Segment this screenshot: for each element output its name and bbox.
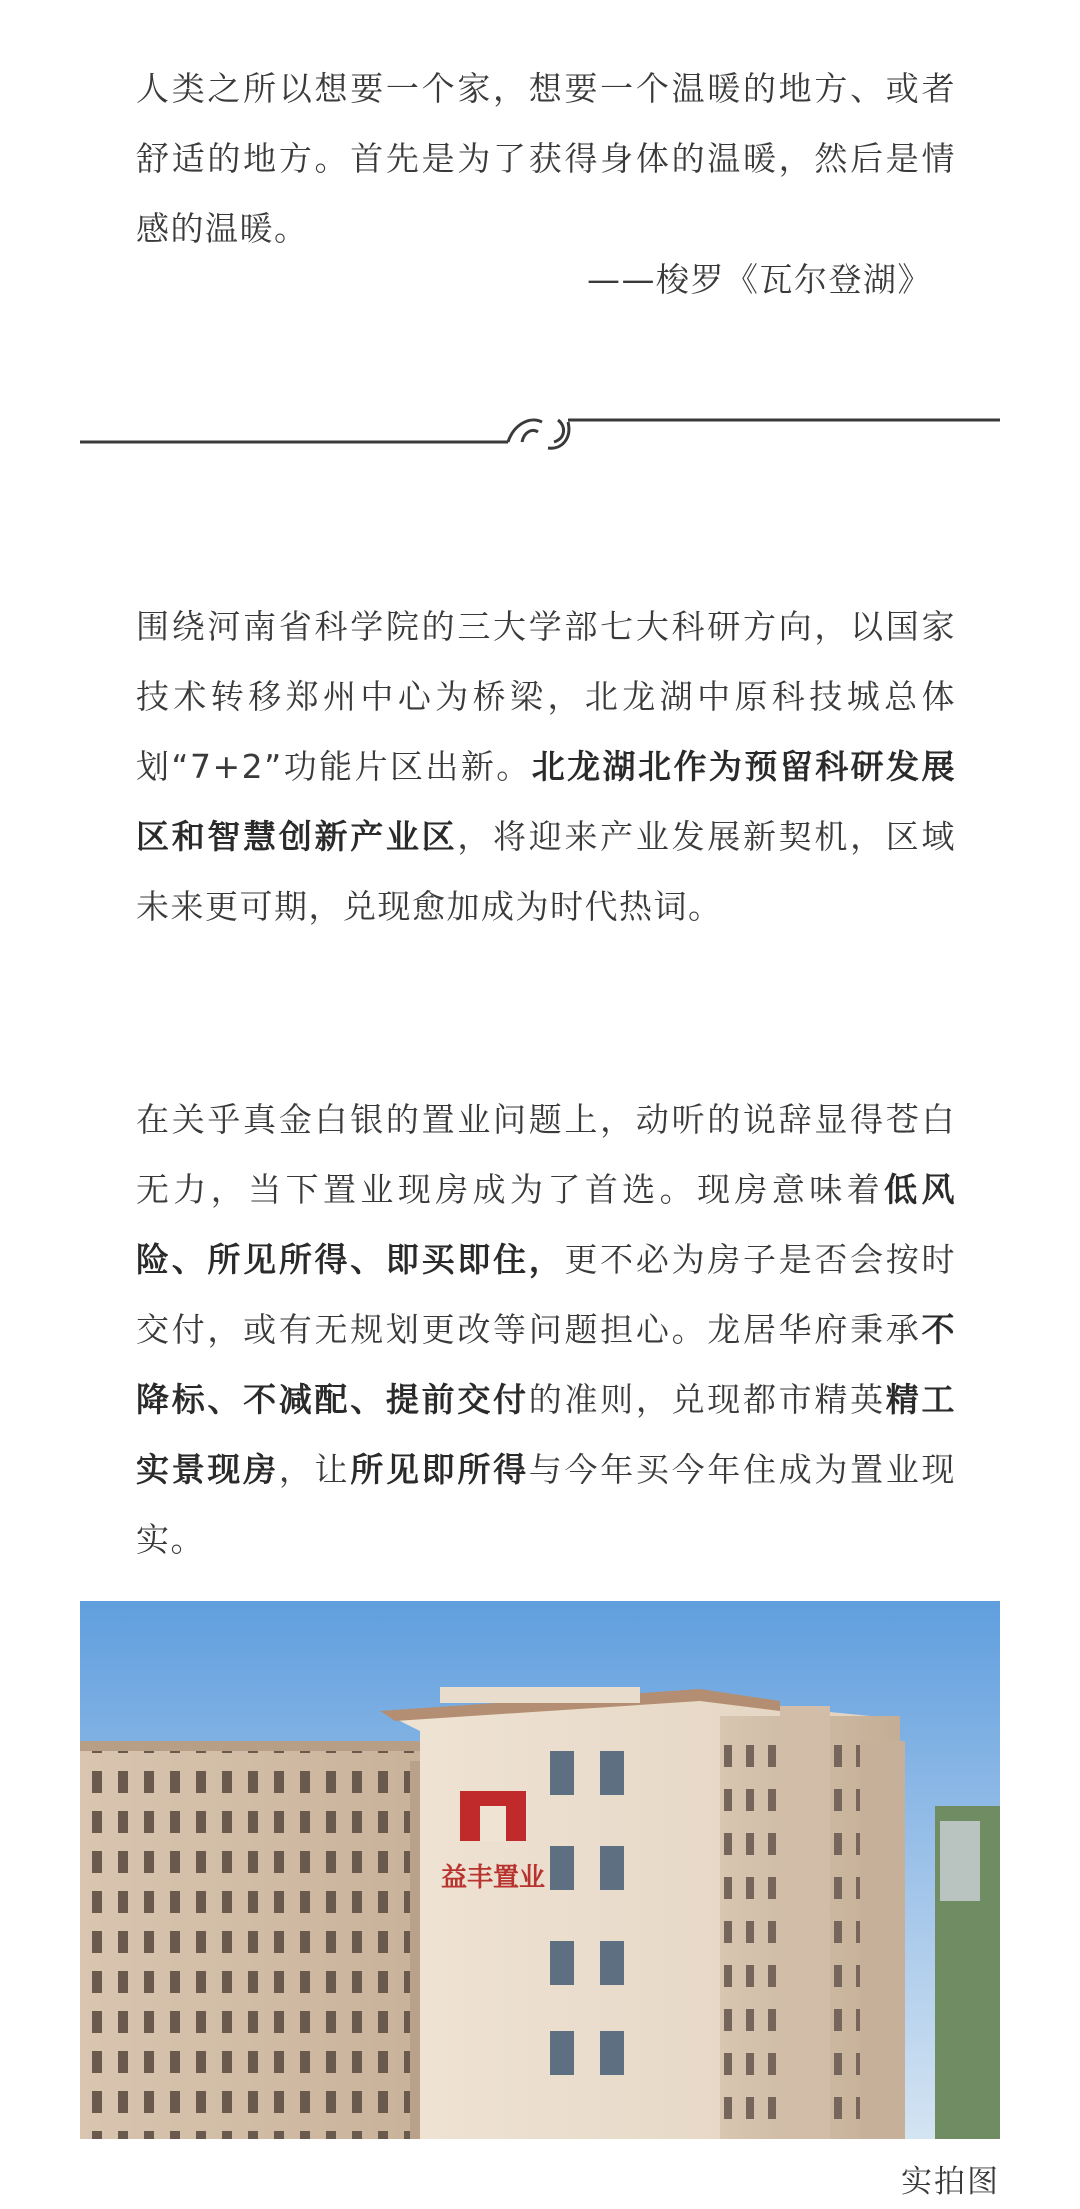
paragraph-science-city	[136, 592, 956, 942]
quote-attribution: ——梭罗《瓦尔登湖》	[587, 260, 932, 299]
paragraph-text: 在关乎真金白银的置业问题上，动听的说辞显得苍白无力，当下置业现房成为了首选。现房意味着	[136, 1100, 956, 1209]
paragraph-text: ，让	[278, 1450, 351, 1489]
paragraph-bold-text: 不降标、不减配、提前交付	[136, 1310, 956, 1419]
paragraph-bold-text: 精工实景现房	[136, 1380, 957, 1489]
paragraph-bold-text: 北龙湖北作为预留科研发展区和智慧创新产业区	[136, 747, 956, 856]
paragraph-text: 与今年买今年住成为置业现实。	[136, 1450, 957, 1559]
paragraph-text: 更不必为房子是否会按时交付，或有无规划更改等问题担心。龙居华府秉承	[136, 1240, 957, 1349]
building-photo	[80, 1601, 1000, 2139]
paragraph-ready-homes	[136, 1085, 956, 1575]
paragraph-bold-text: 所见即所得	[350, 1450, 529, 1489]
photo-caption: 实拍图	[901, 2164, 1000, 2200]
quote-text: 人类之所以想要一个家，想要一个温暖的地方、或者舒适的地方。首先是为了获得身体的温暖，然后是情感的温暖。	[136, 69, 956, 248]
paragraph-text: 的准则，兑现都市精英	[528, 1380, 886, 1419]
building-sign-text: 益丰置业	[440, 1862, 546, 1892]
paragraph-text: 围绕河南省科学院的三大学部七大科研方向，以国家技术转移郑州中心为桥梁，北龙湖中原科技城总体划“7+2”功能片区出新。	[136, 607, 956, 786]
ornamental-divider	[80, 398, 1000, 458]
paragraph-bold-text: 低风险、所见所得、即买即住，	[136, 1170, 957, 1279]
paragraph-text: ，将迎来产业发展新契机，区域未来更可期，兑现愈加成为时代热词。	[136, 817, 957, 926]
